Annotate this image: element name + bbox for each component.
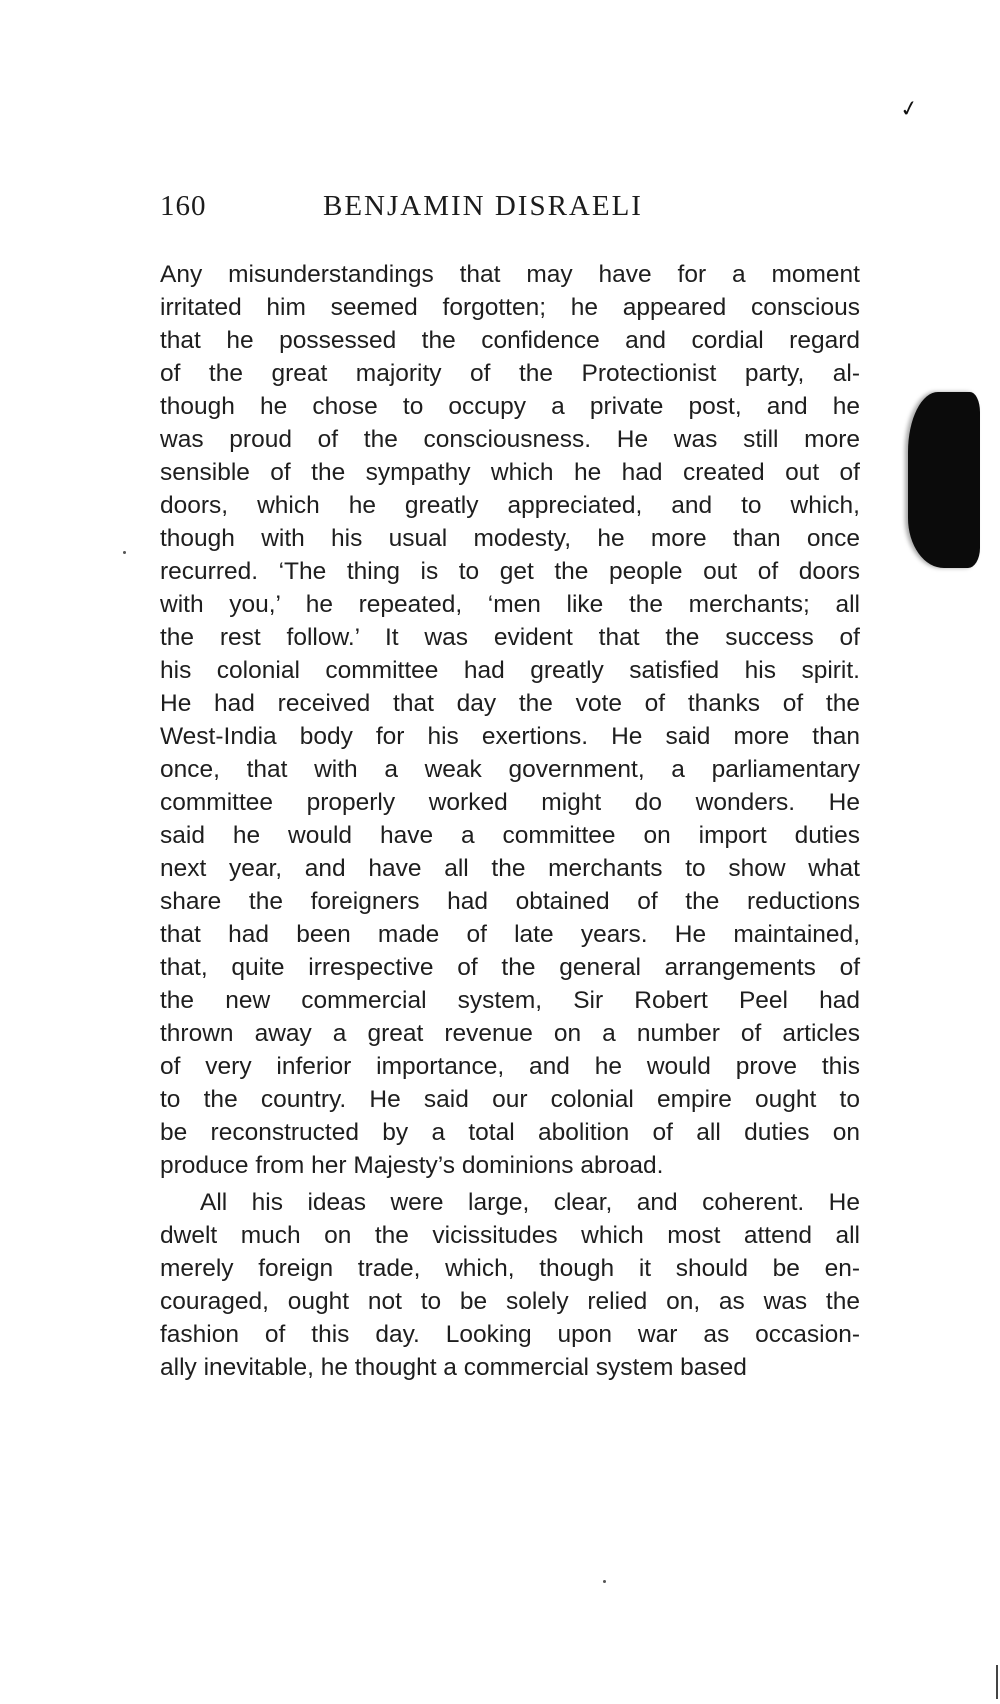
text-line: irritated him seemed forgotten; he appeared conscious [160,294,860,321]
paper-speck [603,1580,606,1583]
text-line: with you,’ he repeated, ‘men like the merchants; all [160,591,860,618]
text-line: thrown away a great revenue on a number of articles [160,1020,860,1047]
page-edge-line [996,1665,998,1699]
book-title: BENJAMIN DISRAELI [323,190,643,222]
text-line: that had been made of late years. He maintained, [160,921,860,948]
text-line: that he possessed the confidence and cordial regard [160,327,860,354]
body-text [160,258,860,1384]
text-line: though with his usual modesty, he more than once [160,525,860,552]
margin-ink-blot [908,392,980,568]
text-line: of very inferior importance, and he would prove this [160,1053,860,1080]
text-line: sensible of the sympathy which he had created out of [160,459,860,486]
text-line: next year, and have all the merchants to show what [160,855,860,882]
text-line: to the country. He said our colonial empire ought to [160,1086,860,1113]
running-head [160,190,860,234]
text-line: committee properly worked might do wonders. He [160,789,860,816]
text-line: ally inevitable, he thought a commercial system based [160,1354,747,1381]
text-line: be reconstructed by a total abolition of all duties on [160,1119,860,1146]
text-line: recurred. ‘The thing is to get the people out of doors [160,558,860,585]
text-line: the rest follow.’ It was evident that the success of [160,624,860,651]
text-line: said he would have a committee on import duties [160,822,860,849]
text-line: West-India body for his exertions. He said more than [160,723,860,750]
page-number: 160 [160,190,207,222]
text-line: his colonial committee had greatly satisfied his spirit. [160,657,860,684]
text-line: He had received that day the vote of thanks of the [160,690,860,717]
text-line: once, that with a weak government, a parliamentary [160,756,860,783]
text-line: dwelt much on the vicissitudes which most attend all [160,1222,860,1249]
text-line: of the great majority of the Protectionist party, al- [160,360,860,387]
paper-speck [123,551,126,554]
text-line: produce from her Majesty’s dominions abroad. [160,1152,664,1179]
text-line: merely foreign trade, which, though it should be en- [160,1255,860,1282]
text-line: doors, which he greatly appreciated, and to which, [160,492,860,519]
text-line: fashion of this day. Looking upon war as occasion- [160,1321,860,1348]
text-line: couraged, ought not to be solely relied on, as was the [160,1288,860,1315]
text-line: All his ideas were large, clear, and coherent. He [200,1189,860,1216]
paragraph-1 [160,258,860,1182]
pencil-check-mark: ✓ [897,94,921,123]
text-line: was proud of the consciousness. He was still more [160,426,860,453]
text-line: Any misunderstandings that may have for a moment [160,261,860,288]
text-line: though he chose to occupy a private post, and he [160,393,860,420]
text-line: the new commercial system, Sir Robert Peel had [160,987,860,1014]
paragraph-2 [160,1186,860,1384]
text-line: that, quite irrespective of the general arrangements of [160,954,860,981]
text-line: share the foreigners had obtained of the reductions [160,888,860,915]
